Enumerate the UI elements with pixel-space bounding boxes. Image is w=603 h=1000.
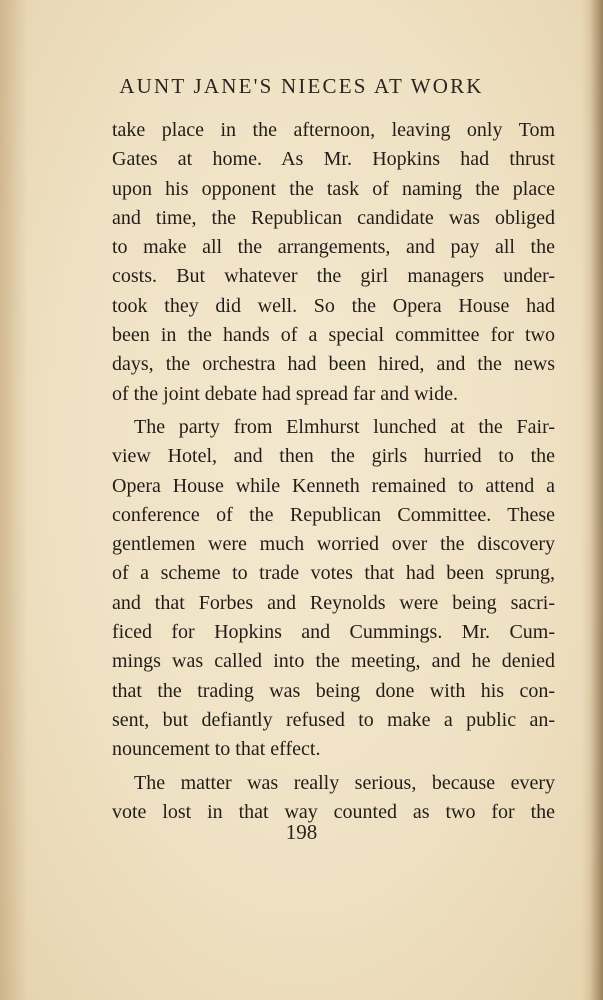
text-line: gentlemen were much worried over the discovery xyxy=(112,533,555,556)
text-line: of the joint debate had spread far and wide. xyxy=(112,382,458,405)
text-line: and that Forbes and Reynolds were being sacri- xyxy=(112,591,555,614)
text-line: nouncement to that effect. xyxy=(112,738,321,761)
text-line: costs. But whatever the girl managers under- xyxy=(112,265,555,288)
paragraph xyxy=(112,769,555,828)
text-line: upon his opponent the task of naming the place xyxy=(112,177,555,200)
text-line: sent, but defiantly refused to make a public an- xyxy=(112,708,555,731)
text-line: vote lost in that way counted as two for the xyxy=(112,800,555,823)
body-text xyxy=(112,116,555,827)
text-line: view Hotel, and then the girls hurried to the xyxy=(112,445,555,468)
text-line: The party from Elmhurst lunched at the Fair- xyxy=(134,415,555,438)
text-line: conference of the Republican Committee. These xyxy=(112,503,555,526)
text-line: to make all the arrangements, and pay all the xyxy=(112,236,555,259)
text-line: been in the hands of a special committee for two xyxy=(112,324,555,347)
text-line: of a scheme to trade votes that had been sprung, xyxy=(112,562,555,585)
running-head: AUNT JANE'S NIECES AT WORK xyxy=(119,74,484,98)
text-line: days, the orchestra had been hired, and the news xyxy=(112,353,555,376)
text-line: ficed for Hopkins and Cummings. Mr. Cum- xyxy=(112,621,555,644)
paragraph xyxy=(112,116,555,409)
text-line: Gates at home. As Mr. Hopkins had thrust xyxy=(112,148,555,171)
text-line: mings was called into the meeting, and he denied xyxy=(112,650,555,673)
text-line: and time, the Republican candidate was obliged xyxy=(112,206,555,229)
text-line: that the trading was being done with his con- xyxy=(112,679,555,702)
paragraph xyxy=(112,413,555,765)
page-number: 198 xyxy=(285,820,318,844)
text-line: The matter was really serious, because every xyxy=(134,771,555,794)
text-line: Opera House while Kenneth remained to attend a xyxy=(112,474,555,497)
text-line: take place in the afternoon, leaving only Tom xyxy=(112,119,555,141)
text-line: took they did well. So the Opera House had xyxy=(112,294,555,317)
